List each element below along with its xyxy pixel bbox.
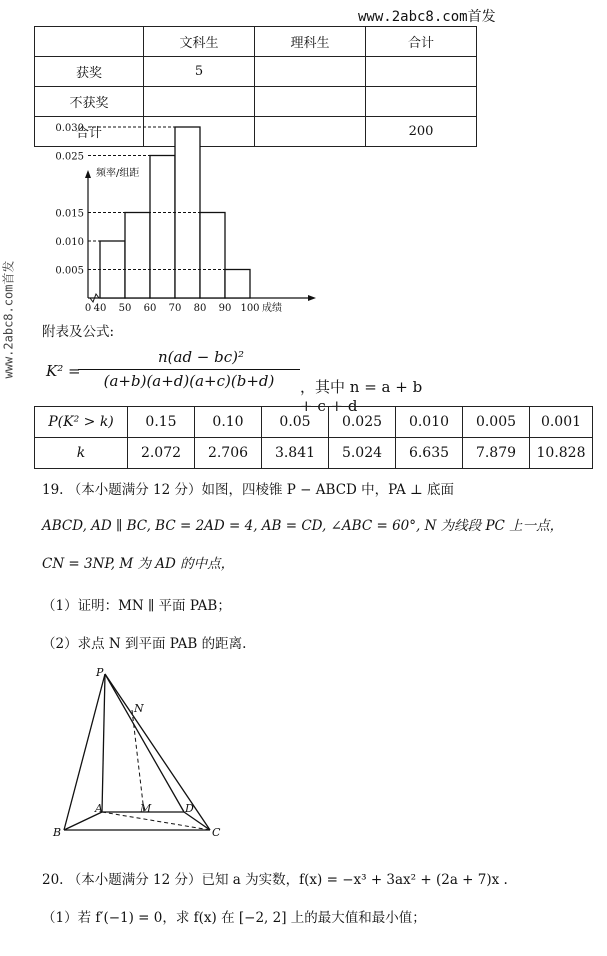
y-tick-label: 0.030 <box>55 123 84 134</box>
edge-PA <box>102 674 105 812</box>
table1-header-cell <box>35 27 144 57</box>
table1-cell <box>255 87 366 117</box>
formula-lhs: K² = <box>46 362 81 380</box>
table2-cell: 7.879 <box>463 438 530 469</box>
table1-cell: 获奖 <box>35 57 144 87</box>
table1-cell <box>366 87 477 117</box>
x-tick-label: 80 <box>193 303 207 314</box>
table2-cell: 5.024 <box>329 438 396 469</box>
table2-cell: 0.025 <box>329 407 396 438</box>
table2-cell: 2.072 <box>128 438 195 469</box>
y-tick-label: 0.025 <box>55 151 84 163</box>
table1-cell: 合计 <box>35 117 144 147</box>
contingency-table <box>34 26 477 147</box>
table2-cell: 0.010 <box>396 407 463 438</box>
chi-square-formula <box>46 348 426 415</box>
label-N: N <box>134 702 144 715</box>
histogram-bar <box>125 213 150 299</box>
x-tick-label: 100 <box>240 303 260 314</box>
table2-cell: 6.635 <box>396 438 463 469</box>
segment-NM <box>132 710 144 812</box>
table1-cell: 不获奖 <box>35 87 144 117</box>
formula-denominator: (a+b)(a+d)(a+c)(b+d) <box>103 372 275 390</box>
fraction-bar <box>78 369 300 370</box>
x-tick-label: 90 <box>218 303 232 314</box>
x-tick-label: 70 <box>168 303 182 314</box>
y-axis-arrow <box>85 170 91 178</box>
label-C: C <box>212 826 221 839</box>
q19-part2: （2）求点 N 到平面 PAB 的距离. <box>42 636 247 652</box>
y-tick-label: 0.010 <box>55 237 84 248</box>
table2-row-label: P(K² > k) <box>35 407 128 438</box>
watermark-side: www.2abc8.com首发 <box>1 260 16 379</box>
edge-PC <box>105 674 210 830</box>
table2-cell: 2.706 <box>195 438 262 469</box>
formula-numerator: n(ad − bc)² <box>157 348 245 366</box>
q20-part1: （1）若 f′(−1) = 0，求 f(x) 在 [−2, 2] 上的最大值和最小值； <box>42 910 426 926</box>
label-D: D <box>185 802 194 815</box>
q19-line3: CN = 3NP, M 为 AD 的中点， <box>42 556 235 572</box>
x-axis-label: 成绩 <box>262 303 282 314</box>
formula-where: ，其中 n = a + b + c + d <box>300 378 423 415</box>
x-axis-arrow <box>308 295 316 301</box>
x-tick-label: 40 <box>93 303 107 314</box>
label-P: P <box>96 666 104 679</box>
histogram-bar <box>225 270 250 299</box>
histogram-bar <box>200 213 225 299</box>
label-B: B <box>53 826 62 839</box>
table1-cell <box>255 117 366 147</box>
label-M: M <box>140 802 152 815</box>
y-tick-label: 0.015 <box>55 208 84 220</box>
table1-cell: 5 <box>144 57 255 87</box>
label-A: A <box>95 802 103 815</box>
table2-cell: 0.15 <box>128 407 195 438</box>
table1-header-cell: 合计 <box>366 27 477 57</box>
table1-header-cell: 理科生 <box>255 27 366 57</box>
table2-cell: 0.05 <box>262 407 329 438</box>
x-tick-label: 0 <box>84 303 92 314</box>
x-tick-label: 60 <box>143 303 157 314</box>
table2-cell: 10.828 <box>530 438 593 469</box>
q19-line2: ABCD, AD ∥ BC, BC = 2AD = 4, AB = CD, ∠ABC = 60°, N 为线段 PC 上一点， <box>42 518 564 534</box>
table1-cell <box>255 57 366 87</box>
watermark-top: www.2abc8.com首发 <box>358 9 496 25</box>
histogram-bar <box>150 156 175 299</box>
appendix-label: 附表及公式: <box>42 324 115 340</box>
table1-cell: 200 <box>366 117 477 147</box>
table1-header-cell: 文科生 <box>144 27 255 57</box>
table2-cell: 0.001 <box>530 407 593 438</box>
table1-cell <box>366 57 477 87</box>
table2-row-label: k <box>35 438 128 469</box>
table1-cell <box>144 87 255 117</box>
q19-part1: （1）证明：MN ∥ 平面 PAB； <box>42 598 231 614</box>
critical-value-table <box>34 406 593 469</box>
pyramid-figure <box>50 666 230 842</box>
table2-cell: 3.841 <box>262 438 329 469</box>
y-axis-label: 频率/组距 <box>96 168 140 179</box>
y-tick-label: 0.005 <box>55 265 84 277</box>
x-tick-label: 50 <box>118 303 132 314</box>
table2-cell: 0.10 <box>195 407 262 438</box>
edge-PD <box>105 674 184 812</box>
table2-cell: 0.005 <box>463 407 530 438</box>
q20-line1: 20. （本小题满分 12 分）已知 a 为实数，f(x) = −x³ + 3ax² + (2a + 7)x . <box>42 872 508 888</box>
q19-line1: 19. （本小题满分 12 分）如图，四棱锥 P − ABCD 中，PA ⊥ 底面 <box>42 482 455 498</box>
